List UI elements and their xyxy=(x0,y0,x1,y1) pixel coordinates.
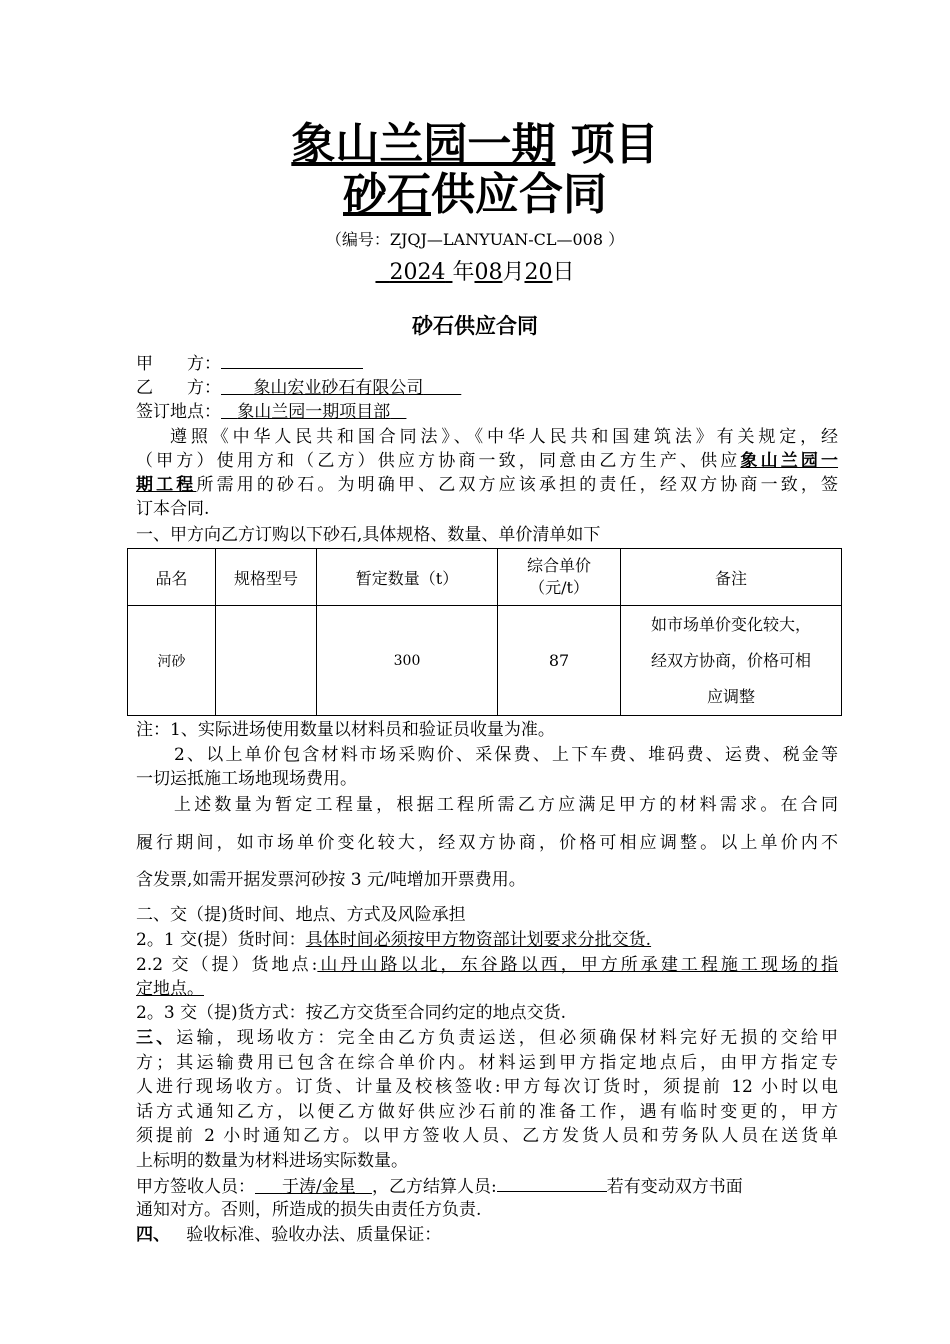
party-a-value xyxy=(221,350,363,369)
delivery-place-cont: 定地点。 xyxy=(136,979,204,999)
party-b-label: 乙 方： xyxy=(136,378,221,398)
section2-item3: 2。3 交（提)货方式：按乙方交货至合同约定的地点交货. xyxy=(136,1003,567,1023)
contract-subtitle: 砂石供应合同 xyxy=(412,314,538,338)
party-a xyxy=(136,350,838,376)
section1-heading: 一、甲方向乙方订购以下砂石,具体规格、数量、单价清单如下 xyxy=(136,525,601,545)
section3-line-2: 方；其运输费用已包含在综合单价内。材料运到甲方指定地点后，由甲方指定专 xyxy=(136,1053,838,1073)
header-price: 综合单价 （元/t） xyxy=(498,549,621,606)
signing-place-label: 签订地点： xyxy=(136,402,221,422)
section3-line-8: 通知对方。否则，所造成的损失由责任方负责. xyxy=(136,1200,482,1220)
intro-line-1: 遵照《中华人民共和国合同法》、《中华人民共和国建筑法》有关规定，经 xyxy=(170,427,838,447)
intro-line-3: 期工程所需用的砂石。为明确甲、乙双方应该承担的责任，经双方协商一致，签 xyxy=(136,475,839,495)
party-b-value: 象山宏业砂石有限公司 xyxy=(253,378,424,398)
intro-line-4: 订本合同. xyxy=(136,499,210,519)
document-title-line1 xyxy=(0,118,950,172)
section3-line-6: 上标明的数量为材料进场实际数量。 xyxy=(136,1151,408,1171)
intro-line-2: （甲方）使用方和（乙方）供应方协商一致，同意由乙方生产、供应象山兰园一 xyxy=(136,451,839,471)
material-name: 砂石 xyxy=(343,169,431,220)
section2-item2-cont xyxy=(136,977,838,1001)
project-ref-1: 象山兰园一 xyxy=(740,451,839,471)
note-1: 注：1、实际进场使用数量以材料员和验证员收量为准。 xyxy=(136,720,555,740)
cell-name: 河砂 xyxy=(128,606,216,716)
date-day: 20 xyxy=(524,260,553,285)
table-row xyxy=(128,606,842,716)
receiver-names: 于涛/金星 xyxy=(282,1177,356,1197)
document-title-line2 xyxy=(0,168,950,222)
section3-line-3: 人进行现场收方。订货、计量及校核签收:甲方每次订货时，须提前 12 小时以电 xyxy=(136,1077,838,1097)
party-a-label: 甲 方： xyxy=(136,354,221,374)
note-2-line-1: 2、以上单价包含材料市场采购价、采保费、上下车费、堆码费、运费、税金等 xyxy=(174,745,838,765)
para-line-3: 含发票,如需开据发票河砂按 3 元/吨增加开票费用。 xyxy=(136,870,526,890)
contract-date xyxy=(0,258,950,288)
delivery-place: 山丹山路以北，东谷路以西，甲方所承建工程施工现场的指 xyxy=(317,955,839,975)
project-name: 象山兰园一期 xyxy=(291,119,556,170)
table-header-row xyxy=(128,549,842,606)
title-contract: 供应合同 xyxy=(431,169,607,220)
section3-signers: 甲方签收人员： 于涛/金星 ，乙方结算人员: 若有变动双方书面 xyxy=(136,1173,838,1199)
date-year: 2024 xyxy=(389,260,446,285)
cell-price: 87 xyxy=(498,606,621,716)
party-b xyxy=(136,376,838,400)
section2-item1: 2。1 交(提）货时间：具体时间必须按甲方物资部计划要求分批交货. xyxy=(136,930,652,950)
para-line-2: 履行期间，如市场单价变化较大，经双方协商，价格可相应调整。以上单价内不 xyxy=(136,833,838,853)
date-year-label: 年 xyxy=(452,260,475,285)
cell-qty: 300 xyxy=(317,606,498,716)
section4-heading: 四、 验收标准、验收办法、质量保证： xyxy=(136,1225,442,1245)
material-table xyxy=(127,548,842,716)
cell-spec xyxy=(216,606,317,716)
para-line-1: 上述数量为暂定工程量，根据工程所需乙方应满足甲方的材料需求。在合同 xyxy=(174,795,838,815)
title-suffix: 项目 xyxy=(555,119,659,170)
header-spec: 规格型号 xyxy=(216,549,317,606)
project-ref-2: 期工程 xyxy=(136,475,197,495)
section2-heading: 二、交（提)货时间、地点、方式及风险承担 xyxy=(136,905,466,925)
date-month-label: 月 xyxy=(502,260,525,285)
settlement-person-blank xyxy=(497,1173,607,1192)
date-day-label: 日 xyxy=(552,260,575,285)
section3-line-5: 须提前 2 小时通知乙方。以甲方签收人员、乙方发货人员和劳务队人员在送货单 xyxy=(136,1126,838,1146)
section2-item2: 2.2 交（提）货地点:山丹山路以北，东谷路以西，甲方所承建工程施工现场的指 xyxy=(136,955,839,975)
delivery-time: 具体时间必须按甲方物资部计划要求分批交货. xyxy=(305,930,652,950)
header-name: 品名 xyxy=(128,549,216,606)
date-month: 08 xyxy=(474,260,503,285)
section3-line-1: 三、运输，现场收方：完全由乙方负责运送，但必须确保材料完好无损的交给甲 xyxy=(136,1028,839,1048)
signing-place-value: 象山兰园一期项目部 xyxy=(237,402,391,422)
section3-number: 三、 xyxy=(136,1028,177,1048)
section4-number: 四、 xyxy=(136,1225,170,1245)
header-qty: 暂定数量（t） xyxy=(317,549,498,606)
section3-line-4: 话方式通知乙方，以便乙方做好供应沙石前的准备工作，遇有临时变更的，甲方 xyxy=(136,1102,838,1122)
contract-code: （编号：ZJQJ—LANYUAN-CL—008 ） xyxy=(325,230,625,249)
note-2-line-2: 一切运抵施工场地现场费用。 xyxy=(136,769,357,789)
cell-remark: 如市场单价变化较大， 经双方协商，价格可相 应调整 xyxy=(621,606,842,716)
header-remark: 备注 xyxy=(621,549,842,606)
signing-place xyxy=(136,400,838,424)
